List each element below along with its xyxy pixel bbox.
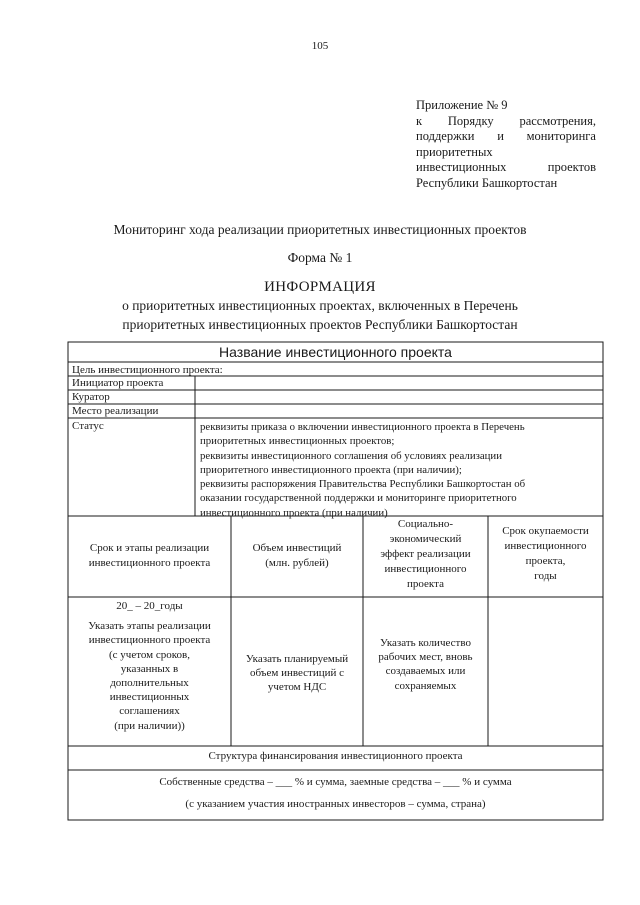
appendix-word: мониторинга — [526, 129, 596, 143]
funding-note: (с указанием участия иностранных инвесторов – сумма, страна) — [185, 798, 486, 810]
status-line: приоритетного инвестиционного проекта (при наличии); — [200, 463, 462, 476]
status-line: оказании государственной поддержки и мониторинге приоритетного — [200, 492, 517, 505]
column-header-line: (млн. рублей) — [265, 557, 329, 569]
appendix-line: Республики Башкортостан — [416, 175, 558, 190]
appendix-word: Порядку — [447, 113, 494, 128]
stages-line: Указать этапы реализации — [88, 620, 211, 633]
effect-line: сохраняемых — [394, 679, 457, 692]
curator-label: Куратор — [72, 391, 110, 403]
column-header-timeline — [68, 541, 231, 571]
column-header-line: проекта, — [525, 555, 566, 567]
status-line: реквизиты приказа о включении инвестиционного проекта в Перечень — [200, 421, 525, 433]
funding-structure-title: Структура финансирования инвестиционного проекта — [208, 750, 463, 762]
stages-line: инвестиционных — [109, 691, 190, 704]
stages-line: инвестиционного проекта — [88, 634, 211, 647]
stages-line: соглашениях — [119, 705, 180, 718]
effect-line: Указать количество — [380, 637, 471, 649]
appendix-word: поддержки — [416, 129, 475, 143]
location-label: Место реализации — [72, 405, 159, 417]
appendix-line: приоритетных — [416, 144, 493, 159]
effect-cell — [363, 636, 488, 693]
column-header-line: экономический — [389, 533, 462, 545]
stages-line: (с учетом сроков, — [109, 648, 190, 661]
initiator-label: Инициатор проекта — [72, 377, 164, 389]
volume-cell — [231, 652, 363, 695]
appendix-line: Приложение № 9 — [416, 98, 508, 112]
status-line: реквизиты распоряжения Правительства Республики Башкортостан об — [200, 478, 526, 491]
goal-label: Цель инвестиционного проекта: — [72, 364, 223, 376]
column-header-payback — [488, 524, 603, 584]
volume-line: учетом НДС — [267, 681, 327, 694]
appendix-word: к — [416, 113, 423, 128]
info-subtitle-line: о приоритетных инвестиционных проектах, включенных в Перечень — [122, 298, 518, 313]
column-header-line: годы — [534, 570, 557, 582]
column-header-line: Социально- — [397, 518, 454, 530]
appendix-word: и — [497, 129, 504, 143]
status-line: реквизиты инвестиционного соглашения об условиях реализации — [200, 449, 502, 462]
stages-line: указанных в — [120, 662, 179, 675]
status-line: приоритетных инвестиционных проектов; — [200, 435, 395, 448]
volume-line: Указать планируемый — [245, 653, 349, 665]
monitoring-title: Мониторинг хода реализации приоритетных инвестиционных проектов — [113, 222, 527, 237]
funding-line: Собственные средства – ___ % и сумма, заемные средства – ___ % и сумма — [159, 776, 512, 788]
page-number: 105 — [311, 40, 329, 52]
info-title: ИНФОРМАЦИЯ — [264, 279, 376, 295]
column-header-line: эффект реализации — [380, 548, 471, 560]
column-header-line: инвестиционного — [504, 540, 587, 552]
effect-line: создаваемых или — [385, 665, 466, 678]
status-details — [200, 420, 595, 520]
years-range: 20_ – 20_годы — [116, 600, 183, 612]
info-subtitle-line: приоритетных инвестиционных проектов Республики Башкортостан — [122, 317, 518, 332]
effect-line: рабочих мест, вновь — [378, 651, 473, 664]
status-label: Статус — [72, 420, 104, 432]
column-header-effect — [363, 517, 488, 592]
column-header-line: Объем инвестиций — [252, 542, 342, 554]
stages-line: (при наличии)) — [114, 719, 185, 732]
form-number: Форма № 1 — [287, 250, 353, 265]
appendix-word: проектов — [547, 160, 596, 174]
table-header: Название инвестиционного проекта — [219, 344, 452, 360]
column-header-line: проекта — [407, 578, 444, 590]
column-header-line: инвестиционного — [384, 563, 467, 575]
status-line: инвестиционного проекта (при наличии) — [200, 506, 388, 519]
stages-line: дополнительных — [110, 677, 189, 690]
column-header-line: инвестиционного проекта — [88, 557, 211, 569]
appendix-word: рассмотрения, — [519, 113, 596, 128]
appendix-word: инвестиционных — [416, 160, 507, 174]
column-header-volume — [231, 541, 363, 571]
column-header-line: Срок окупаемости — [502, 525, 589, 537]
column-header-line: Срок и этапы реализации — [89, 542, 210, 554]
volume-line: объем инвестиций с — [249, 667, 345, 680]
timeline-cell — [68, 599, 231, 733]
